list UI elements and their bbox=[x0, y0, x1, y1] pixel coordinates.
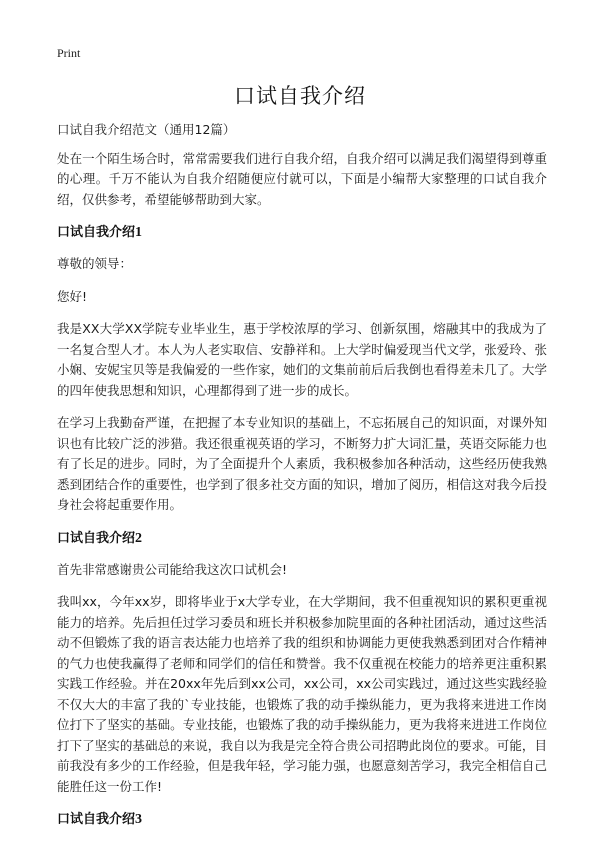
body-paragraph: 我叫xx，今年xx岁，即将毕业于x大学专业，在大学期间，我不但重视知识的累积更重视能力的培养。先后担任过学习委员和班长并积极参加院里面的各种社团活动，通过这些活动不但锻炼了我的语言表达能力也培养了我的组织和协调能力更使我熟悉到团对合作精神的气力也使我赢得了老师和同学们的信任和赞誉。我不仅重视在校能力的培养更注重积累实践工作经验。并在20xx年先后到xx公司，xx公司，xx公司实践过，通过这些实践经验不仅大大的丰富了我的`专业技能，也锻炼了我的动手操纵能力，更为我将来进进工作岗位打下了坚实的基础。专业技能，也锻炼了我的动手操纵能力，更为我将来进进工作岗位打下了坚实的基础总的来说，我自以为我是完全符合贵公司招聘此岗位的要求。可能，目前我没有多少的工作经验，但是我年轻，学习能力强，也愿意刻苦学习，我完全相信自己能胜任这一份工作! bbox=[57, 594, 547, 794]
section-heading-1 bbox=[57, 222, 547, 244]
section-heading-2 bbox=[57, 528, 547, 550]
section-heading-text: 口试自我介绍 bbox=[57, 530, 136, 546]
body-paragraph: 首先非常感谢贵公司能给我这次口试机会! bbox=[57, 561, 288, 577]
print-label[interactable]: Print bbox=[57, 46, 81, 60]
section-heading-text: 口试自我介绍 bbox=[57, 225, 136, 240]
body-paragraph: 我是XX大学XX学院专业毕业生，惠于学校浓厚的学习、创新氛围，熔融其中的我成为了一名复合型人才。本人为人老实取信、安静祥和。上大学时偏爱现当代文学，张爱玲、张小娴、安妮宝贝等是我偏爱的一些作家，她们的文集前前后后我倒也看得差未几了。大学的四年使我思想和知识，心理都得到了进一步的成长。 bbox=[57, 321, 547, 398]
salutation: 尊敬的领导： bbox=[57, 256, 133, 271]
greeting: 您好! bbox=[57, 288, 88, 304]
section-number: 2 bbox=[135, 530, 143, 546]
document-body bbox=[57, 120, 547, 841]
document-subtitle: 口试自我介绍范文（通用12篇） bbox=[57, 122, 236, 137]
section-heading-text: 口试自我介绍 bbox=[57, 812, 136, 827]
intro-paragraph: 处在一个陌生场合时，常常需要我们进行自我介绍，自我介绍可以满足我们渴望得到尊重的心理。千万不能认为自我介绍随便应付就可以，下面是小编帮大家整理的口试自我介绍，仅供参考，希望能够帮助到大家。 bbox=[57, 150, 547, 207]
section-number: 3 bbox=[135, 812, 143, 827]
page-title: 口试自我介绍 bbox=[234, 84, 366, 108]
body-paragraph: 在学习上我勤奋严谨，在把握了本专业知识的基础上，不忘拓展自己的知识面，对课外知识也有比较广泛的涉猎。我还很重视英语的学习，不断努力扩大词汇量，英语交际能力也有了长足的进步。同时，为了全面提升个人素质，我积极参加各种活动，这些经历使我熟悉到团结合作的重要性，也学到了很多社交方面的知识，增加了阅历，相信这对我今后投身社会将起重要作用。 bbox=[57, 415, 547, 512]
section-number: 1 bbox=[135, 225, 143, 240]
